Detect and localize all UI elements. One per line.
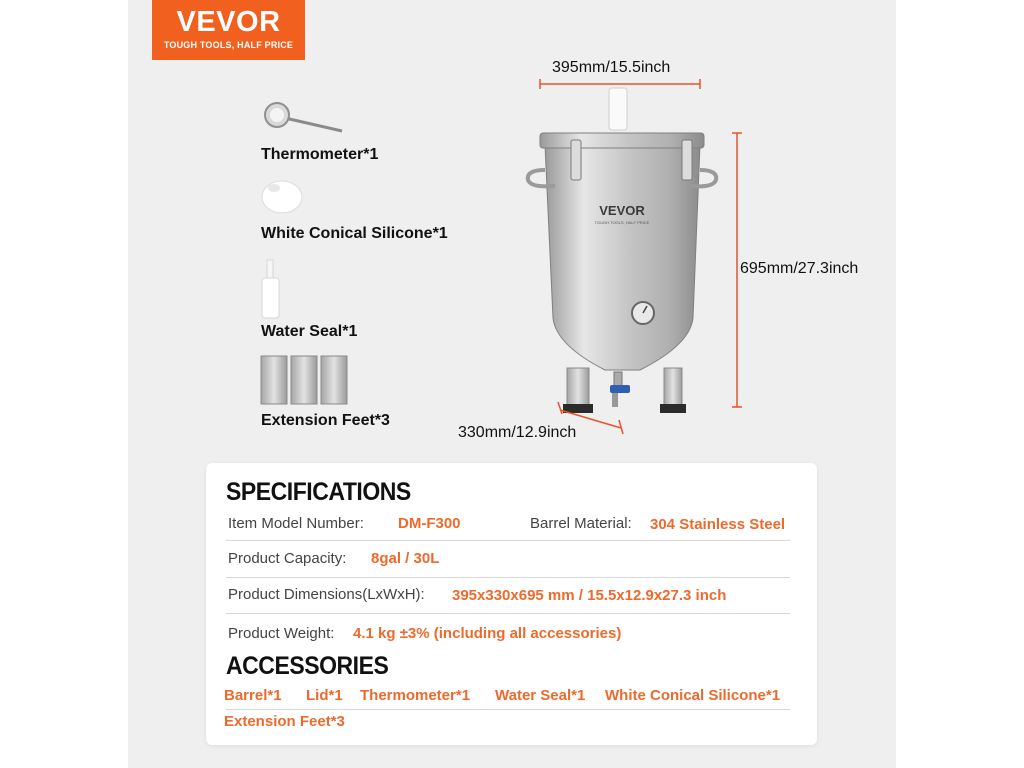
weight-value: 4.1 kg ±3% (including all accessories) <box>353 625 622 642</box>
capacity-label: Product Capacity: <box>228 550 347 567</box>
water-seal-label: Water Seal*1 <box>261 323 358 340</box>
accessories-heading: ACCESSORIES <box>226 652 389 680</box>
divider <box>226 577 790 578</box>
extension-feet-label: Extension Feet*3 <box>261 412 390 429</box>
thermometer-icon <box>265 103 342 131</box>
extension-feet-icon <box>261 356 347 404</box>
material-label: Barrel Material: <box>530 515 632 532</box>
thermometer-label: Thermometer*1 <box>261 146 379 163</box>
barrel-tagline: TOUGH TOOLS, HALF PRICE <box>594 220 650 225</box>
logo-tagline: TOUGH TOOLS, HALF PRICE <box>163 40 294 50</box>
dimensions-label: Product Dimensions(LxWxH): <box>228 586 425 603</box>
logo-brand: VEVOR <box>176 6 281 38</box>
specifications-heading: SPECIFICATIONS <box>226 478 411 506</box>
accessory-item: Extension Feet*3 <box>224 713 345 730</box>
accessory-item: Water Seal*1 <box>495 687 586 704</box>
silicone-stopper-icon <box>262 181 302 213</box>
accessory-item: Lid*1 <box>306 687 343 704</box>
height-dimension: 695mm/27.3inch <box>740 260 859 277</box>
dimensions-value: 395x330x695 mm / 15.5x12.9x27.3 inch <box>452 587 727 604</box>
divider <box>226 709 790 710</box>
silicone-label: White Conical Silicone*1 <box>261 225 448 242</box>
width-dimension: 395mm/15.5inch <box>552 59 671 76</box>
divider <box>226 540 790 541</box>
divider <box>226 613 790 614</box>
barrel-brand: VEVOR <box>599 203 645 218</box>
water-seal-icon <box>262 260 279 318</box>
material-value: 304 Stainless Steel <box>650 516 786 533</box>
model-value: DM-F300 <box>398 515 461 532</box>
base-dimension: 330mm/12.9inch <box>458 424 577 441</box>
accessory-item: Thermometer*1 <box>360 687 471 704</box>
capacity-value: 8gal / 30L <box>371 550 440 567</box>
accessory-item: Barrel*1 <box>224 687 282 704</box>
model-label: Item Model Number: <box>228 515 364 532</box>
accessory-item: White Conical Silicone*1 <box>605 687 781 704</box>
weight-label: Product Weight: <box>228 625 335 642</box>
fermenter-barrel <box>528 79 742 434</box>
